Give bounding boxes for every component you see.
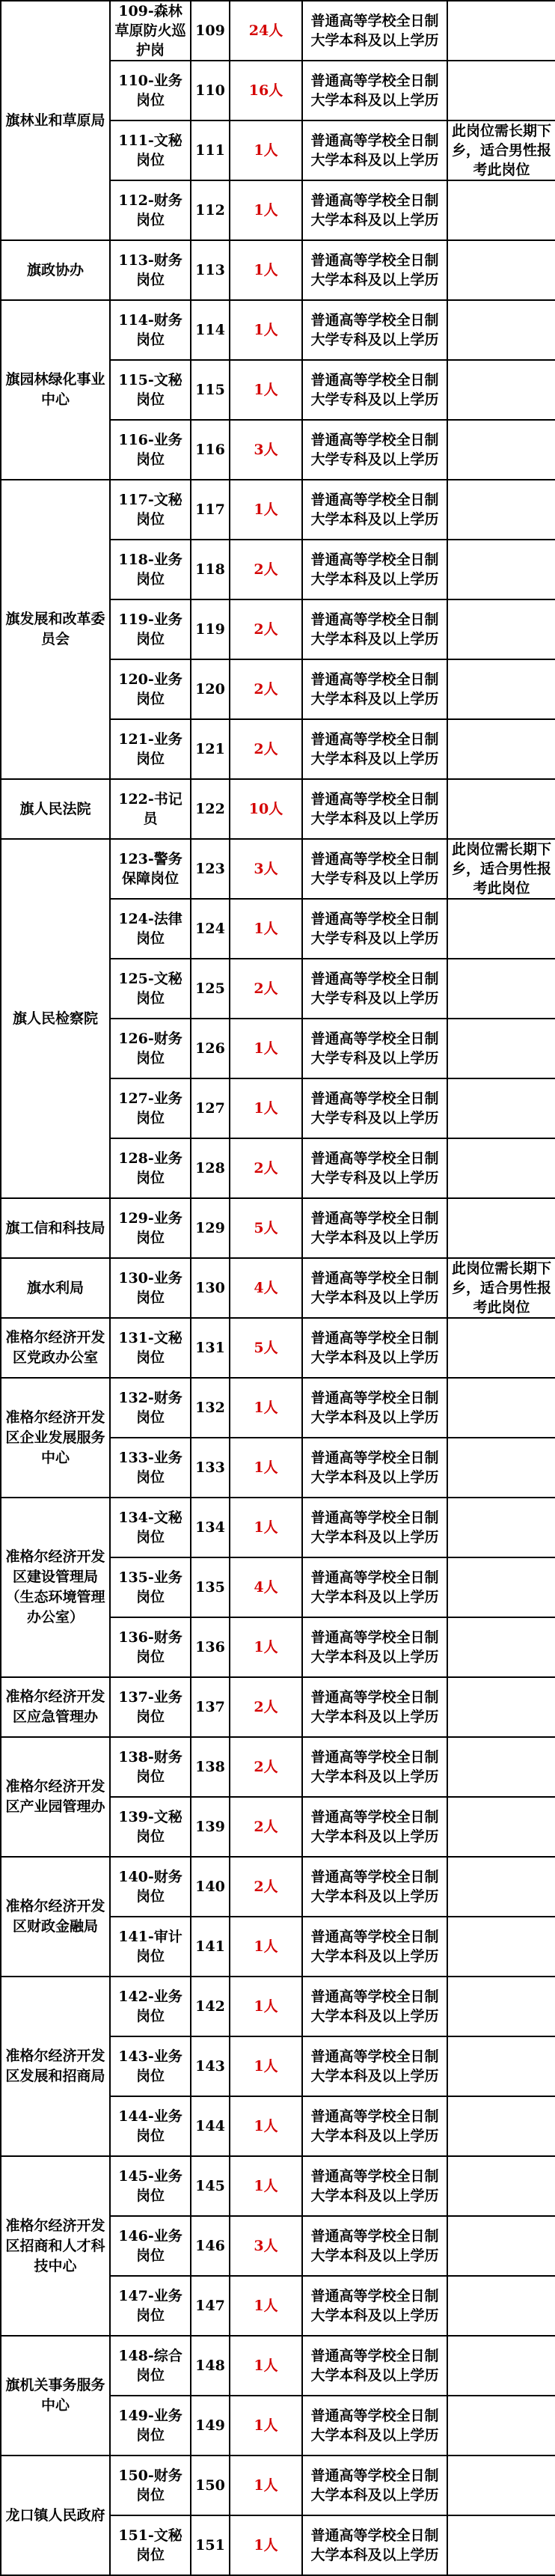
education-cell: 普通高等学校全日制大学本科及以上学历	[302, 1677, 447, 1737]
remark-cell	[447, 719, 555, 779]
education-cell: 普通高等学校全日制大学本科及以上学历	[302, 1797, 447, 1857]
position-code-cell: 122	[191, 779, 230, 839]
headcount-cell: 1人	[230, 2396, 302, 2456]
department-cell: 旗林业和草原局	[1, 1, 110, 240]
headcount-cell: 1人	[230, 1438, 302, 1498]
position-code-cell: 149	[191, 2396, 230, 2456]
position-code-cell: 145	[191, 2156, 230, 2216]
position-cell: 112-财务岗位	[110, 180, 191, 240]
headcount-cell: 3人	[230, 839, 302, 899]
education-cell: 普通高等学校全日制大学本科及以上学历	[302, 240, 447, 300]
headcount-cell: 2人	[230, 1857, 302, 1917]
department-cell: 旗人民法院	[1, 779, 110, 839]
position-cell: 117-文秘岗位	[110, 480, 191, 540]
position-cell: 135-业务岗位	[110, 1557, 191, 1617]
position-code-cell: 130	[191, 1258, 230, 1318]
remark-cell	[447, 1977, 555, 2036]
remark-cell	[447, 2456, 555, 2515]
education-cell: 普通高等学校全日制大学本科及以上学历	[302, 2096, 447, 2156]
education-cell: 普通高等学校全日制大学本科及以上学历	[302, 480, 447, 540]
department-cell: 旗政协办	[1, 240, 110, 300]
education-cell: 普通高等学校全日制大学本科及以上学历	[302, 779, 447, 839]
position-cell: 121-业务岗位	[110, 719, 191, 779]
position-code-cell: 127	[191, 1078, 230, 1138]
education-cell: 普通高等学校全日制大学本科及以上学历	[302, 2156, 447, 2216]
education-cell: 普通高等学校全日制大学本科及以上学历	[302, 1737, 447, 1797]
education-cell: 普通高等学校全日制大学本科及以上学历	[302, 719, 447, 779]
position-code-cell: 113	[191, 240, 230, 300]
remark-cell: 此岗位需长期下乡，适合男性报考此岗位	[447, 839, 555, 899]
education-cell: 普通高等学校全日制大学本科及以上学历	[302, 1917, 447, 1977]
position-cell: 134-文秘岗位	[110, 1498, 191, 1557]
position-cell: 115-文秘岗位	[110, 360, 191, 420]
headcount-cell: 2人	[230, 599, 302, 659]
headcount-cell: 3人	[230, 2216, 302, 2276]
remark-cell	[447, 1138, 555, 1198]
education-cell: 普通高等学校全日制大学本科及以上学历	[302, 1977, 447, 2036]
position-cell: 147-业务岗位	[110, 2276, 191, 2336]
position-code-cell: 110	[191, 61, 230, 120]
table-row	[1, 1977, 555, 2036]
position-code-cell: 125	[191, 959, 230, 1019]
position-code-cell: 128	[191, 1138, 230, 1198]
education-cell: 普通高等学校全日制大学专科及以上学历	[302, 1078, 447, 1138]
position-cell: 150-财务岗位	[110, 2456, 191, 2515]
position-code-cell: 136	[191, 1617, 230, 1677]
department-cell: 准格尔经济开发区应急管理办	[1, 1677, 110, 1737]
remark-cell	[447, 180, 555, 240]
headcount-cell: 1人	[230, 240, 302, 300]
remark-cell	[447, 480, 555, 540]
position-cell: 136-财务岗位	[110, 1617, 191, 1677]
education-cell: 普通高等学校全日制大学本科及以上学历	[302, 540, 447, 599]
position-code-cell: 139	[191, 1797, 230, 1857]
education-cell: 普通高等学校全日制大学本科及以上学历	[302, 2396, 447, 2456]
table-row	[1, 779, 555, 839]
department-cell: 准格尔经济开发区建设管理局（生态环境管理办公室）	[1, 1498, 110, 1677]
position-code-cell: 120	[191, 659, 230, 719]
department-cell: 准格尔经济开发区财政金融局	[1, 1857, 110, 1977]
headcount-cell: 3人	[230, 420, 302, 480]
position-cell: 148-综合岗位	[110, 2336, 191, 2396]
education-cell: 普通高等学校全日制大学本科及以上学历	[302, 2216, 447, 2276]
remark-cell	[447, 1677, 555, 1737]
headcount-cell: 1人	[230, 300, 302, 360]
position-cell: 130-业务岗位	[110, 1258, 191, 1318]
position-cell: 149-业务岗位	[110, 2396, 191, 2456]
remark-cell	[447, 1198, 555, 1258]
position-code-cell: 129	[191, 1198, 230, 1258]
headcount-cell: 2人	[230, 959, 302, 1019]
headcount-cell: 2人	[230, 1737, 302, 1797]
education-cell: 普通高等学校全日制大学本科及以上学历	[302, 180, 447, 240]
table-row	[1, 480, 555, 540]
headcount-cell: 5人	[230, 1318, 302, 1378]
remark-cell	[447, 2396, 555, 2456]
table-row	[1, 1737, 555, 1797]
education-cell: 普通高等学校全日制大学专科及以上学历	[302, 1019, 447, 1078]
remark-cell	[447, 360, 555, 420]
remark-cell	[447, 61, 555, 120]
headcount-cell: 2人	[230, 719, 302, 779]
headcount-cell: 4人	[230, 1258, 302, 1318]
position-code-cell: 109	[191, 1, 230, 61]
headcount-cell: 2人	[230, 540, 302, 599]
education-cell: 普通高等学校全日制大学专科及以上学历	[302, 839, 447, 899]
headcount-cell: 10人	[230, 779, 302, 839]
position-cell: 141-审计岗位	[110, 1917, 191, 1977]
remark-cell	[447, 1857, 555, 1917]
education-cell: 普通高等学校全日制大学本科及以上学历	[302, 659, 447, 719]
remark-cell	[447, 659, 555, 719]
remark-cell	[447, 2216, 555, 2276]
education-cell: 普通高等学校全日制大学本科及以上学历	[302, 2276, 447, 2336]
remark-cell	[447, 240, 555, 300]
table-row	[1, 1498, 555, 1557]
position-code-cell: 140	[191, 1857, 230, 1917]
department-cell: 准格尔经济开发区发展和招商局	[1, 1977, 110, 2156]
position-code-cell: 119	[191, 599, 230, 659]
remark-cell	[447, 1, 555, 61]
headcount-cell: 4人	[230, 1557, 302, 1617]
remark-cell	[447, 959, 555, 1019]
headcount-cell: 1人	[230, 1977, 302, 2036]
headcount-cell: 2人	[230, 1797, 302, 1857]
position-cell: 127-业务岗位	[110, 1078, 191, 1138]
education-cell: 普通高等学校全日制大学专科及以上学历	[302, 959, 447, 1019]
headcount-cell: 1人	[230, 1917, 302, 1977]
department-cell: 准格尔经济开发区产业园管理办	[1, 1737, 110, 1857]
remark-cell	[447, 1797, 555, 1857]
remark-cell	[447, 1078, 555, 1138]
position-cell: 118-业务岗位	[110, 540, 191, 599]
remark-cell	[447, 2515, 555, 2575]
position-code-cell: 115	[191, 360, 230, 420]
remark-cell	[447, 1557, 555, 1617]
remark-cell	[447, 1498, 555, 1557]
remark-cell: 此岗位需长期下乡，适合男性报考此岗位	[447, 120, 555, 180]
department-cell: 旗发展和改革委员会	[1, 480, 110, 779]
headcount-cell: 1人	[230, 2036, 302, 2096]
remark-cell: 此岗位需长期下乡，适合男性报考此岗位	[447, 1258, 555, 1318]
position-code-cell: 138	[191, 1737, 230, 1797]
remark-cell	[447, 2276, 555, 2336]
department-cell: 旗人民检察院	[1, 839, 110, 1198]
headcount-cell: 1人	[230, 1378, 302, 1438]
education-cell: 普通高等学校全日制大学专科及以上学历	[302, 300, 447, 360]
position-code-cell: 114	[191, 300, 230, 360]
position-cell: 142-业务岗位	[110, 1977, 191, 2036]
position-cell: 114-财务岗位	[110, 300, 191, 360]
education-cell: 普通高等学校全日制大学本科及以上学历	[302, 2456, 447, 2515]
table-row	[1, 1198, 555, 1258]
remark-cell	[447, 899, 555, 959]
remark-cell	[447, 2336, 555, 2396]
position-code-cell: 121	[191, 719, 230, 779]
position-code-cell: 123	[191, 839, 230, 899]
remark-cell	[447, 2156, 555, 2216]
remark-cell	[447, 2096, 555, 2156]
position-code-cell: 112	[191, 180, 230, 240]
headcount-cell: 2人	[230, 1677, 302, 1737]
table-row	[1, 1, 555, 61]
department-cell: 旗工信和科技局	[1, 1198, 110, 1258]
remark-cell	[447, 1378, 555, 1438]
headcount-cell: 1人	[230, 2456, 302, 2515]
table-row	[1, 2156, 555, 2216]
table-row	[1, 839, 555, 899]
position-code-cell: 116	[191, 420, 230, 480]
headcount-cell: 1人	[230, 360, 302, 420]
position-cell: 125-文秘岗位	[110, 959, 191, 1019]
headcount-cell: 1人	[230, 2096, 302, 2156]
position-code-cell: 133	[191, 1438, 230, 1498]
position-cell: 122-书记员	[110, 779, 191, 839]
headcount-cell: 1人	[230, 2276, 302, 2336]
position-code-cell: 126	[191, 1019, 230, 1078]
headcount-cell: 16人	[230, 61, 302, 120]
department-cell: 旗机关事务服务中心	[1, 2336, 110, 2456]
position-cell: 151-文秘岗位	[110, 2515, 191, 2575]
position-code-cell: 131	[191, 1318, 230, 1378]
education-cell: 普通高等学校全日制大学本科及以上学历	[302, 1617, 447, 1677]
position-code-cell: 151	[191, 2515, 230, 2575]
position-code-cell: 137	[191, 1677, 230, 1737]
position-cell: 124-法律岗位	[110, 899, 191, 959]
position-cell: 132-财务岗位	[110, 1378, 191, 1438]
education-cell: 普通高等学校全日制大学本科及以上学历	[302, 1378, 447, 1438]
education-cell: 普通高等学校全日制大学本科及以上学历	[302, 61, 447, 120]
position-cell: 143-业务岗位	[110, 2036, 191, 2096]
headcount-cell: 1人	[230, 180, 302, 240]
headcount-cell: 1人	[230, 1019, 302, 1078]
position-code-cell: 135	[191, 1557, 230, 1617]
headcount-cell: 1人	[230, 2156, 302, 2216]
remark-cell	[447, 1737, 555, 1797]
remark-cell	[447, 2036, 555, 2096]
position-cell: 146-业务岗位	[110, 2216, 191, 2276]
education-cell: 普通高等学校全日制大学专科及以上学历	[302, 420, 447, 480]
remark-cell	[447, 300, 555, 360]
education-cell: 普通高等学校全日制大学本科及以上学历	[302, 1857, 447, 1917]
headcount-cell: 5人	[230, 1198, 302, 1258]
table-row	[1, 2336, 555, 2396]
table-body	[1, 1, 555, 2575]
education-cell: 普通高等学校全日制大学本科及以上学历	[302, 1318, 447, 1378]
headcount-cell: 2人	[230, 1138, 302, 1198]
education-cell: 普通高等学校全日制大学专科及以上学历	[302, 360, 447, 420]
remark-cell	[447, 1019, 555, 1078]
position-cell: 128-业务岗位	[110, 1138, 191, 1198]
position-cell: 126-财务岗位	[110, 1019, 191, 1078]
table-row	[1, 1677, 555, 1737]
position-cell: 140-财务岗位	[110, 1857, 191, 1917]
education-cell: 普通高等学校全日制大学专科及以上学历	[302, 1138, 447, 1198]
department-cell: 准格尔经济开发区企业发展服务中心	[1, 1378, 110, 1498]
education-cell: 普通高等学校全日制大学本科及以上学历	[302, 1498, 447, 1557]
education-cell: 普通高等学校全日制大学本科及以上学历	[302, 1557, 447, 1617]
department-cell: 龙口镇人民政府	[1, 2456, 110, 2575]
remark-cell	[447, 599, 555, 659]
position-cell: 113-财务岗位	[110, 240, 191, 300]
position-cell: 120-业务岗位	[110, 659, 191, 719]
position-code-cell: 143	[191, 2036, 230, 2096]
position-code-cell: 144	[191, 2096, 230, 2156]
position-code-cell: 117	[191, 480, 230, 540]
position-code-cell: 118	[191, 540, 230, 599]
remark-cell	[447, 779, 555, 839]
position-cell: 119-业务岗位	[110, 599, 191, 659]
education-cell: 普通高等学校全日制大学本科及以上学历	[302, 2515, 447, 2575]
headcount-cell: 1人	[230, 1617, 302, 1677]
position-cell: 138-财务岗位	[110, 1737, 191, 1797]
headcount-cell: 1人	[230, 899, 302, 959]
table-row	[1, 1378, 555, 1438]
headcount-cell: 2人	[230, 659, 302, 719]
department-cell: 准格尔经济开发区招商和人才科技中心	[1, 2156, 110, 2336]
table-row	[1, 2456, 555, 2515]
position-cell: 131-文秘岗位	[110, 1318, 191, 1378]
position-cell: 116-业务岗位	[110, 420, 191, 480]
position-code-cell: 124	[191, 899, 230, 959]
remark-cell	[447, 420, 555, 480]
position-cell: 129-业务岗位	[110, 1198, 191, 1258]
headcount-cell: 1人	[230, 480, 302, 540]
education-cell: 普通高等学校全日制大学本科及以上学历	[302, 1198, 447, 1258]
position-cell: 145-业务岗位	[110, 2156, 191, 2216]
education-cell: 普通高等学校全日制大学专科及以上学历	[302, 899, 447, 959]
position-code-cell: 132	[191, 1378, 230, 1438]
department-cell: 旗园林绿化事业中心	[1, 300, 110, 480]
table-row	[1, 240, 555, 300]
table-row	[1, 1258, 555, 1318]
position-code-cell: 146	[191, 2216, 230, 2276]
headcount-cell: 1人	[230, 2336, 302, 2396]
position-cell: 109-森林草原防火巡护岗	[110, 1, 191, 61]
headcount-cell: 1人	[230, 1498, 302, 1557]
headcount-cell: 1人	[230, 2515, 302, 2575]
education-cell: 普通高等学校全日制大学本科及以上学历	[302, 2336, 447, 2396]
department-cell: 旗水利局	[1, 1258, 110, 1318]
position-cell: 133-业务岗位	[110, 1438, 191, 1498]
remark-cell	[447, 1617, 555, 1677]
position-code-cell: 111	[191, 120, 230, 180]
table-row	[1, 300, 555, 360]
position-code-cell: 150	[191, 2456, 230, 2515]
position-cell: 111-文秘岗位	[110, 120, 191, 180]
position-code-cell: 148	[191, 2336, 230, 2396]
education-cell: 普通高等学校全日制大学本科及以上学历	[302, 599, 447, 659]
department-cell: 准格尔经济开发区党政办公室	[1, 1318, 110, 1378]
education-cell: 普通高等学校全日制大学本科及以上学历	[302, 1, 447, 61]
position-code-cell: 134	[191, 1498, 230, 1557]
position-cell: 110-业务岗位	[110, 61, 191, 120]
headcount-cell: 1人	[230, 120, 302, 180]
position-cell: 144-业务岗位	[110, 2096, 191, 2156]
position-cell: 139-文秘岗位	[110, 1797, 191, 1857]
table-row	[1, 1857, 555, 1917]
position-code-cell: 141	[191, 1917, 230, 1977]
position-cell: 137-业务岗位	[110, 1677, 191, 1737]
position-cell: 123-警务保障岗位	[110, 839, 191, 899]
headcount-cell: 24人	[230, 1, 302, 61]
remark-cell	[447, 540, 555, 599]
table-row	[1, 1318, 555, 1378]
education-cell: 普通高等学校全日制大学本科及以上学历	[302, 2036, 447, 2096]
education-cell: 普通高等学校全日制大学本科及以上学历	[302, 120, 447, 180]
remark-cell	[447, 1438, 555, 1498]
position-code-cell: 147	[191, 2276, 230, 2336]
education-cell: 普通高等学校全日制大学本科及以上学历	[302, 1438, 447, 1498]
remark-cell	[447, 1318, 555, 1378]
remark-cell	[447, 1917, 555, 1977]
education-cell: 普通高等学校全日制大学本科及以上学历	[302, 1258, 447, 1318]
position-code-cell: 142	[191, 1977, 230, 2036]
headcount-cell: 1人	[230, 1078, 302, 1138]
